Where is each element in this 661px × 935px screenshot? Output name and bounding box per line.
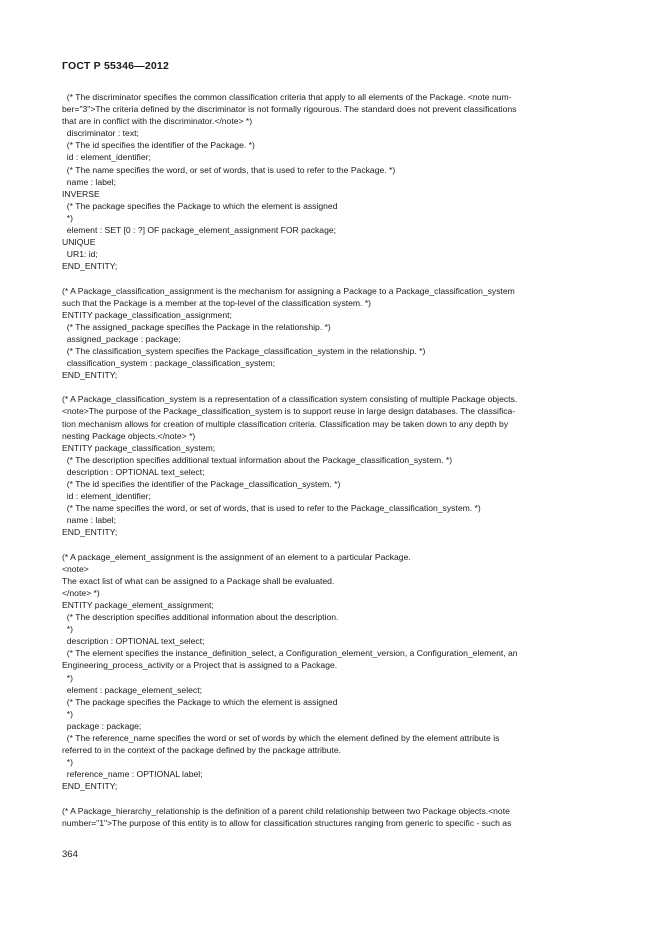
paragraph-gap: [62, 381, 602, 393]
text-line: UNIQUE: [62, 237, 96, 248]
text-line: name : label;: [62, 515, 116, 526]
text-line: *): [62, 624, 73, 635]
text-line: (* The name specifies the word, or set of words, that is used to refer to the Package. *): [62, 164, 396, 175]
text-line: (* The assigned_package specifies the Package in the relationship. *): [62, 321, 331, 332]
text-line: such that the Package is a member at the top-level of the classification system. *): [62, 297, 372, 308]
code-block: [62, 91, 602, 272]
text-line: id : element_identifier;: [62, 491, 151, 502]
document-body: [62, 91, 602, 829]
text-line: (* A Package_classification_system is a representation of a classification system consisting of multiple Package objects.: [62, 394, 518, 405]
text-line: (* The discriminator specifies the common classification criteria that apply to all elements of the Package. <note num-: [62, 92, 512, 102]
text-line: END_ENTITY;: [62, 261, 118, 272]
text-line: number="1">The purpose of this entity is to allow for classification structures ranging from generic to specific - such as: [62, 817, 512, 828]
text-line: element : package_element_select;: [62, 684, 202, 695]
text-line: name : label;: [62, 176, 116, 187]
text-line: referred to in the context of the package defined by the package attribute.: [62, 745, 342, 756]
text-line: END_ENTITY;: [62, 370, 118, 381]
paragraph-gap: [62, 272, 602, 284]
text-line: (* The element specifies the instance_definition_select, a Configuration_element_version, a Configuration_element, an: [62, 648, 518, 659]
page-number: 364: [62, 849, 78, 860]
paragraph-gap: [62, 538, 602, 550]
text-line: (* The reference_name specifies the word or set of words by which the element defined by the element attribute is: [62, 732, 500, 743]
text-line: (* The package specifies the Package to which the element is assigned: [62, 696, 338, 707]
text-line: tion mechanism allows for creation of multiple classification criteria. Classification may be taken down to any depth by: [62, 418, 509, 429]
text-line: Engineering_process_activity or a Project that is assigned to a Package.: [62, 660, 338, 671]
text-line: ber="3">The criteria defined by the discriminator is not formally rigourous. The standard does not prevent classifications: [62, 104, 517, 115]
text-line: *): [62, 708, 73, 719]
text-line: *): [62, 757, 73, 768]
text-line: id : element_identifier;: [62, 152, 151, 163]
text-line: description : OPTIONAL text_select;: [62, 636, 205, 647]
text-line: <note>The purpose of the Package_classification_system is to support reuse in large design databases. The classifica-: [62, 406, 516, 417]
text-line: (* A Package_hierarchy_relationship is the definition of a parent child relationship between two Package objects.<note: [62, 805, 510, 816]
text-line: (* The package specifies the Package to which the element is assigned: [62, 200, 338, 211]
text-line: reference_name : OPTIONAL label;: [62, 769, 203, 780]
text-line: discriminator : text;: [62, 128, 139, 139]
document-header: ГОСТ Р 55346—2012: [62, 60, 170, 72]
text-line: The exact list of what can be assigned to a Package shall be evaluated.: [62, 575, 335, 586]
text-line: element : SET [0 : ?] OF package_element_assignment FOR package;: [62, 225, 337, 236]
code-block: [62, 551, 602, 793]
text-line: (* The id specifies the identifier of the Package. *): [62, 140, 255, 151]
text-line: *): [62, 672, 73, 683]
text-line: ENTITY package_element_assignment;: [62, 599, 214, 610]
text-line: (* The classification_system specifies the Package_classification_system in the relationship. *): [62, 345, 426, 356]
text-line: <note>: [62, 563, 89, 574]
code-block: [62, 393, 602, 538]
text-line: </note> *): [62, 587, 100, 598]
text-line: nesting Package objects.</note> *): [62, 430, 196, 441]
text-line: ENTITY package_classification_system;: [62, 442, 216, 453]
text-line: ENTITY package_classification_assignment;: [62, 309, 232, 320]
text-line: (* A package_element_assignment is the assignment of an element to a particular Package.: [62, 551, 411, 562]
text-line: *): [62, 212, 73, 223]
text-line: END_ENTITY;: [62, 527, 118, 538]
text-line: UR1: id;: [62, 249, 98, 260]
code-block: [62, 285, 602, 382]
text-line: (* The description specifies additional textual information about the Package_classification_system. *): [62, 454, 453, 465]
text-line: (* The name specifies the word, or set of words, that is used to refer to the Package_classification_system. *): [62, 503, 481, 514]
text-line: description : OPTIONAL text_select;: [62, 466, 205, 477]
text-line: INVERSE: [62, 188, 100, 199]
code-block: [62, 805, 602, 829]
text-line: END_ENTITY;: [62, 781, 118, 792]
text-line: (* The id specifies the identifier of the Package_classification_system. *): [62, 479, 341, 489]
text-line: (* A Package_classification_assignment is the mechanism for assigning a Package to a Package_classification_system: [62, 285, 515, 296]
text-line: assigned_package : package;: [62, 333, 181, 344]
paragraph-gap: [62, 792, 602, 804]
text-line: that are in conflict with the discriminator.</note> *): [62, 116, 253, 127]
text-line: (* The description specifies additional information about the description.: [62, 612, 339, 623]
text-line: classification_system : package_classification_system;: [62, 358, 276, 369]
text-line: package : package;: [62, 720, 142, 731]
